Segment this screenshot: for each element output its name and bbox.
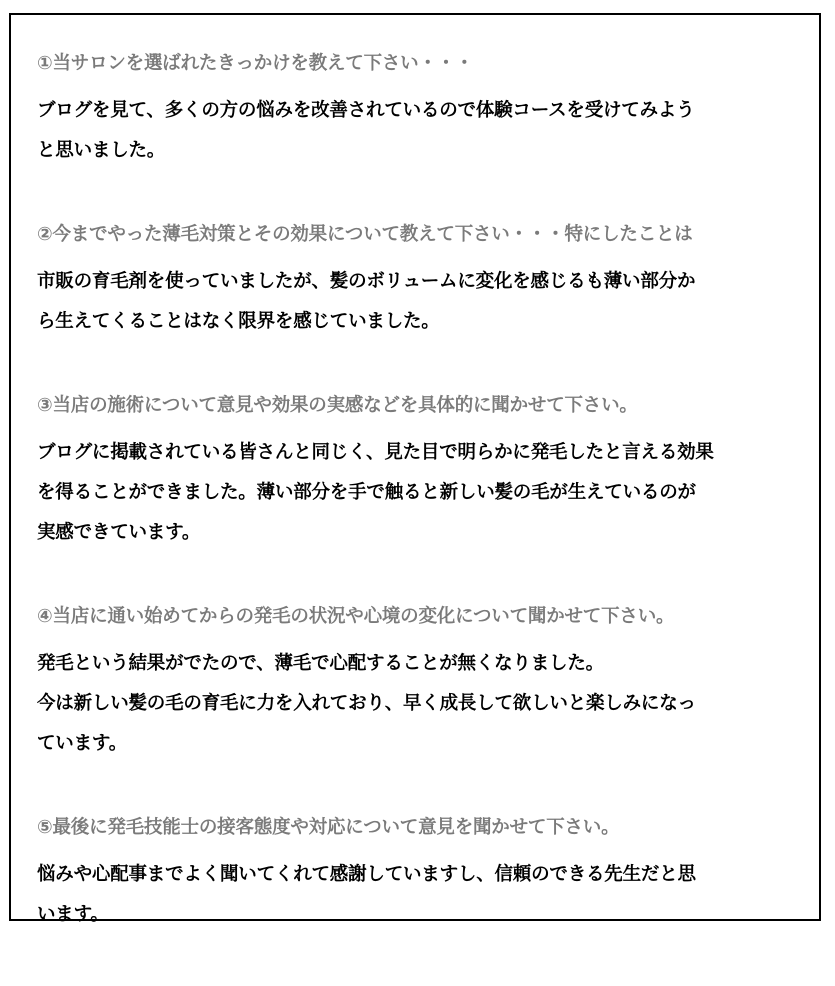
answer-2-line-2: ら生えてくることはなく限界を感じていました。 bbox=[37, 311, 440, 332]
answer-3-line-2: を得ることができました。薄い部分を手で触ると新しい髪の毛が生えているのが bbox=[37, 482, 696, 503]
answer-4-line-2: 今は新しい髪の毛の育毛に力を入れており、早く成長して欲しいと楽しみになっ bbox=[37, 693, 696, 714]
question-4: ④当店に通い始めてからの発毛の状況や心境の変化について聞かせて下さい。 bbox=[37, 606, 675, 627]
answer-1-line-2: と思いました。 bbox=[37, 140, 166, 161]
question-2: ②今までやった薄毛対策とその効果について教えて下さい・・・特にしたことは bbox=[37, 224, 693, 245]
answer-5-line-1: 悩みや心配事までよく聞いてくれて感謝していますし、信頼のできる先生だと思 bbox=[37, 864, 696, 885]
answer-3 bbox=[37, 433, 817, 553]
answer-5-line-2: います。 bbox=[37, 904, 109, 925]
answer-4 bbox=[37, 644, 817, 764]
question-5: ⑤最後に発毛技能士の接客態度や対応について意見を聞かせて下さい。 bbox=[37, 817, 620, 838]
answer-5 bbox=[37, 855, 817, 935]
qa-item-2 bbox=[37, 222, 817, 342]
qa-list bbox=[37, 51, 817, 986]
answer-1-line-1: ブログを見て、多くの方の悩みを改善されているので体験コースを受けてみよう bbox=[37, 100, 695, 121]
answer-2 bbox=[37, 262, 817, 342]
question-1: ①当サロンを選ばれたきっかけを教えて下さい・・・ bbox=[37, 53, 474, 74]
question-3: ③当店の施術について意見や効果の実感などを具体的に聞かせて下さい。 bbox=[37, 395, 638, 416]
qa-item-4 bbox=[37, 604, 817, 764]
qa-item-3 bbox=[37, 393, 817, 553]
answer-3-line-3: 実感できています。 bbox=[37, 522, 201, 543]
qa-item-5 bbox=[37, 815, 817, 935]
testimonial-box bbox=[9, 13, 821, 925]
qa-item-1 bbox=[37, 51, 817, 171]
answer-2-line-1: 市販の育毛剤を使っていましたが、髪のボリュームに変化を感じるも薄い部分か bbox=[37, 271, 696, 292]
answer-4-line-3: ています。 bbox=[37, 733, 128, 754]
answer-3-line-1: ブログに掲載されている皆さんと同じく、見た目で明らかに発毛したと言える効果 bbox=[37, 442, 714, 463]
answer-1 bbox=[37, 91, 817, 171]
answer-4-line-1: 発毛という結果がでたので、薄毛で心配することが無くなりました。 bbox=[37, 653, 604, 674]
